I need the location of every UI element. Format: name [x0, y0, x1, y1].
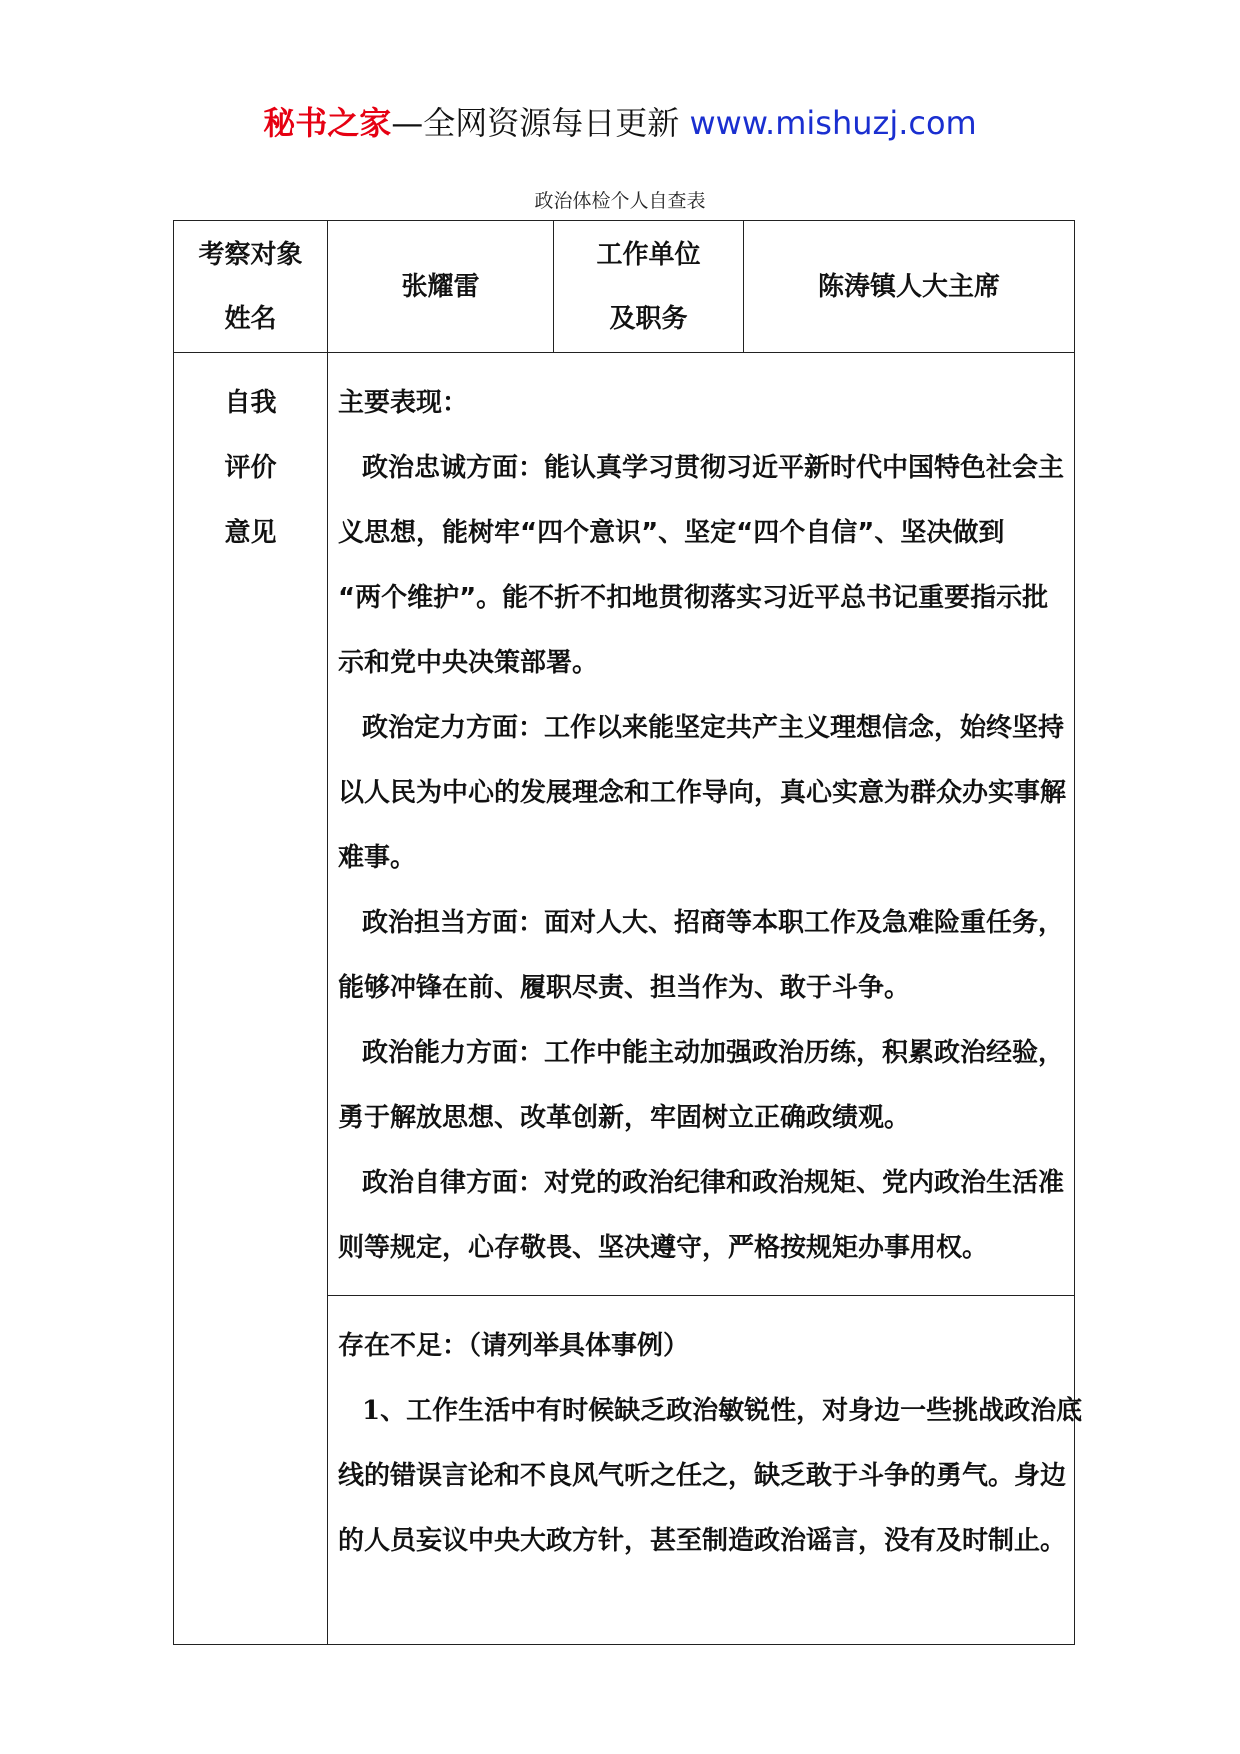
- brand-tagline: —全网资源每日更新: [391, 104, 690, 142]
- self-eval-label-line-3: 意见: [224, 518, 277, 548]
- shortcomings-line: 的人员妄议中央大政方针，甚至制造政治谣言，没有及时制止。: [338, 1526, 1067, 1556]
- performance-line: 政治能力方面：工作中能主动加强政治历练，积累政治经验，: [362, 1038, 1065, 1068]
- document-title: 政治体检个人自查表: [534, 190, 706, 212]
- performance-line: “两个维护”。能不折不扣地贯彻落实习近平总书记重要指示批: [338, 583, 1049, 613]
- brand-url-link[interactable]: www.mishuzj.com: [689, 104, 977, 142]
- self-eval-label-line-1: 自我: [224, 388, 277, 418]
- self-evaluation-row: [174, 353, 1075, 1296]
- unit-label-cell: [554, 221, 744, 353]
- shortcomings-item-line: [338, 1379, 1083, 1444]
- header-row: [174, 221, 1075, 353]
- name-label-line-1: 考察对象: [198, 239, 303, 270]
- performance-line: 能够冲锋在前、履职尽责、担当作为、敢于斗争。: [338, 973, 911, 1003]
- performance-cell: [328, 353, 1075, 1296]
- unit-label-line-2: 及职务: [609, 303, 688, 334]
- performance-line: 政治定力方面：工作以来能坚定共产主义理想信念，始终坚持: [362, 713, 1065, 743]
- performance-line: 难事。: [338, 843, 417, 873]
- shortcomings-line: 线的错误言论和不良风气听之任之，缺乏敢于斗争的勇气。身边: [338, 1461, 1067, 1491]
- self-eval-label-cell: [174, 353, 328, 1645]
- performance-line: 勇于解放思想、改革创新，牢固树立正确政绩观。: [338, 1103, 911, 1133]
- name-label-line-2: 姓名: [224, 303, 277, 334]
- self-eval-label-line-2: 评价: [224, 453, 277, 483]
- performance-line: 则等规定，心存敬畏、坚决遵守，严格按规矩办事用权。: [338, 1233, 989, 1263]
- site-header: [0, 103, 1240, 143]
- performance-line: 示和党中央决策部署。: [338, 648, 599, 678]
- performance-line: 义思想，能树牢“四个意识”、坚定“四个自信”、坚决做到: [338, 518, 1005, 548]
- unit-label-line-1: 工作单位: [596, 239, 701, 270]
- unit-value: 陈涛镇人大主席: [817, 271, 1000, 302]
- performance-line: 以人民为中心的发展理念和工作导向，真心实意为群众办实事解: [338, 778, 1067, 808]
- shortcomings-item-number: 1: [362, 1396, 381, 1426]
- performance-line: 政治自律方面：对党的政治纪律和政治规矩、党内政治生活准: [362, 1168, 1065, 1198]
- unit-value-cell: [744, 221, 1075, 353]
- performance-heading: 主要表现：: [338, 388, 469, 418]
- shortcomings-item-text: 、工作生活中有时候缺乏政治敏锐性，对身边一些挑战政治底: [380, 1396, 1083, 1426]
- name-value-cell: [328, 221, 554, 353]
- shortcomings-heading: 存在不足：（请列举具体事例）: [338, 1331, 690, 1361]
- performance-line: 政治担当方面：面对人大、招商等本职工作及急难险重任务，: [362, 908, 1065, 938]
- self-check-form: [173, 220, 1083, 1645]
- brand-name: 秘书之家: [263, 104, 392, 142]
- shortcomings-cell: [328, 1296, 1083, 1645]
- name-value: 张耀雷: [401, 271, 480, 302]
- name-label-cell: [174, 221, 328, 353]
- performance-line: 政治忠诚方面：能认真学习贯彻习近平新时代中国特色社会主: [362, 453, 1065, 483]
